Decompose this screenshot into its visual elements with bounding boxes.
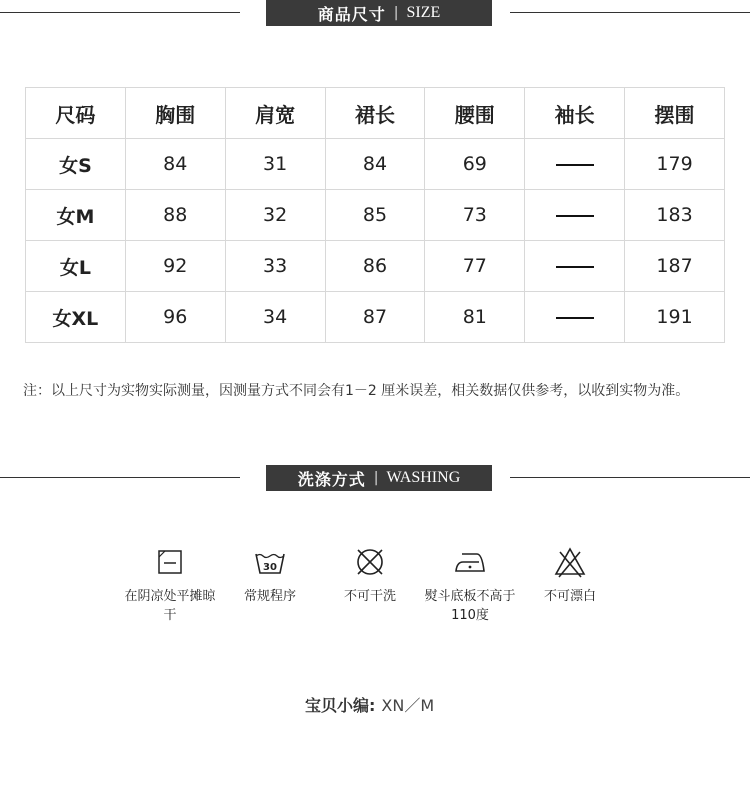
header-shoulder: 肩宽 bbox=[225, 88, 325, 139]
cell-hem: 183 bbox=[625, 190, 725, 241]
header-line-left bbox=[0, 477, 240, 478]
wash-item-no-bleach bbox=[520, 545, 620, 625]
cell-waist: 73 bbox=[425, 190, 525, 241]
cell-length: 86 bbox=[325, 241, 425, 292]
header-hem: 摆围 bbox=[625, 88, 725, 139]
dash-mark bbox=[556, 215, 594, 217]
cell-shoulder: 32 bbox=[225, 190, 325, 241]
table-row bbox=[26, 292, 725, 343]
wash-item-no-dry-clean bbox=[320, 545, 420, 625]
washing-instructions bbox=[120, 545, 620, 625]
size-section-header bbox=[0, 0, 750, 26]
editor-info bbox=[305, 693, 434, 716]
header-line-right bbox=[510, 477, 750, 478]
flat-dry-shade-icon bbox=[153, 545, 187, 579]
washing-title-box bbox=[266, 465, 492, 491]
size-title-cn: 商品尺寸 bbox=[317, 4, 386, 24]
cell-hem: 179 bbox=[625, 139, 725, 190]
cell-length: 84 bbox=[325, 139, 425, 190]
cell-shoulder: 33 bbox=[225, 241, 325, 292]
wash-label-iron: 熨斗底板不高于110度 bbox=[424, 589, 516, 623]
header-bust: 胸围 bbox=[125, 88, 225, 139]
cell-size: 女S bbox=[26, 139, 126, 190]
cell-bust: 88 bbox=[125, 190, 225, 241]
cell-shoulder: 31 bbox=[225, 139, 325, 190]
header-sleeve: 袖长 bbox=[525, 88, 625, 139]
cell-waist: 77 bbox=[425, 241, 525, 292]
size-table bbox=[25, 87, 725, 343]
cell-bust: 84 bbox=[125, 139, 225, 190]
dash-mark bbox=[556, 266, 594, 268]
iron-icon bbox=[453, 545, 487, 579]
header-line-right bbox=[510, 12, 750, 13]
dash-mark bbox=[556, 164, 594, 166]
wash-label-no-dry-clean: 不可干洗 bbox=[343, 589, 396, 604]
cell-sleeve bbox=[525, 241, 625, 292]
cell-bust: 92 bbox=[125, 241, 225, 292]
wash-item-iron bbox=[420, 545, 520, 625]
size-title-box bbox=[266, 0, 492, 26]
editor-value: XN／M bbox=[381, 696, 435, 715]
dash-mark bbox=[556, 317, 594, 319]
cell-size: 女L bbox=[26, 241, 126, 292]
header-size: 尺码 bbox=[26, 88, 126, 139]
table-row bbox=[26, 241, 725, 292]
cell-bust: 96 bbox=[125, 292, 225, 343]
header-length: 裙长 bbox=[325, 88, 425, 139]
wash-label-no-bleach: 不可漂白 bbox=[543, 589, 596, 604]
cell-shoulder: 34 bbox=[225, 292, 325, 343]
wash-item-normal-wash bbox=[220, 545, 320, 625]
washing-title-cn: 洗涤方式 bbox=[297, 469, 366, 489]
measurement-note: 注：以上尺寸为实物实际测量，因测量方式不同会有1－2 厘米误差，相关数据仅供参考，以收到实物为准。 bbox=[23, 383, 690, 399]
no-bleach-icon bbox=[553, 545, 587, 579]
wash-item-flat-dry bbox=[120, 545, 220, 625]
table-row bbox=[26, 139, 725, 190]
cell-length: 87 bbox=[325, 292, 425, 343]
wash-label-normal: 常规程序 bbox=[243, 589, 296, 604]
cell-sleeve bbox=[525, 292, 625, 343]
cell-hem: 191 bbox=[625, 292, 725, 343]
wash-30-icon bbox=[253, 545, 287, 579]
cell-size: 女XL bbox=[26, 292, 126, 343]
size-title-en: SIZE bbox=[406, 4, 441, 21]
editor-label: 宝贝小编: bbox=[305, 696, 376, 715]
washing-section-header bbox=[0, 465, 750, 491]
wash-temp-label: 30 bbox=[263, 562, 277, 573]
table-row bbox=[26, 190, 725, 241]
cell-waist: 69 bbox=[425, 139, 525, 190]
table-header-row bbox=[26, 88, 725, 139]
cell-sleeve bbox=[525, 190, 625, 241]
cell-sleeve bbox=[525, 139, 625, 190]
washing-title-separator: | bbox=[373, 470, 379, 486]
cell-waist: 81 bbox=[425, 292, 525, 343]
washing-title-en: WASHING bbox=[386, 469, 461, 486]
wash-label-flat-dry: 在阴凉处平摊晾干 bbox=[124, 589, 216, 623]
no-dry-clean-icon bbox=[353, 545, 387, 579]
cell-hem: 187 bbox=[625, 241, 725, 292]
header-waist: 腰围 bbox=[425, 88, 525, 139]
cell-length: 85 bbox=[325, 190, 425, 241]
size-title-separator: | bbox=[393, 5, 399, 21]
cell-size: 女M bbox=[26, 190, 126, 241]
header-line-left bbox=[0, 12, 240, 13]
